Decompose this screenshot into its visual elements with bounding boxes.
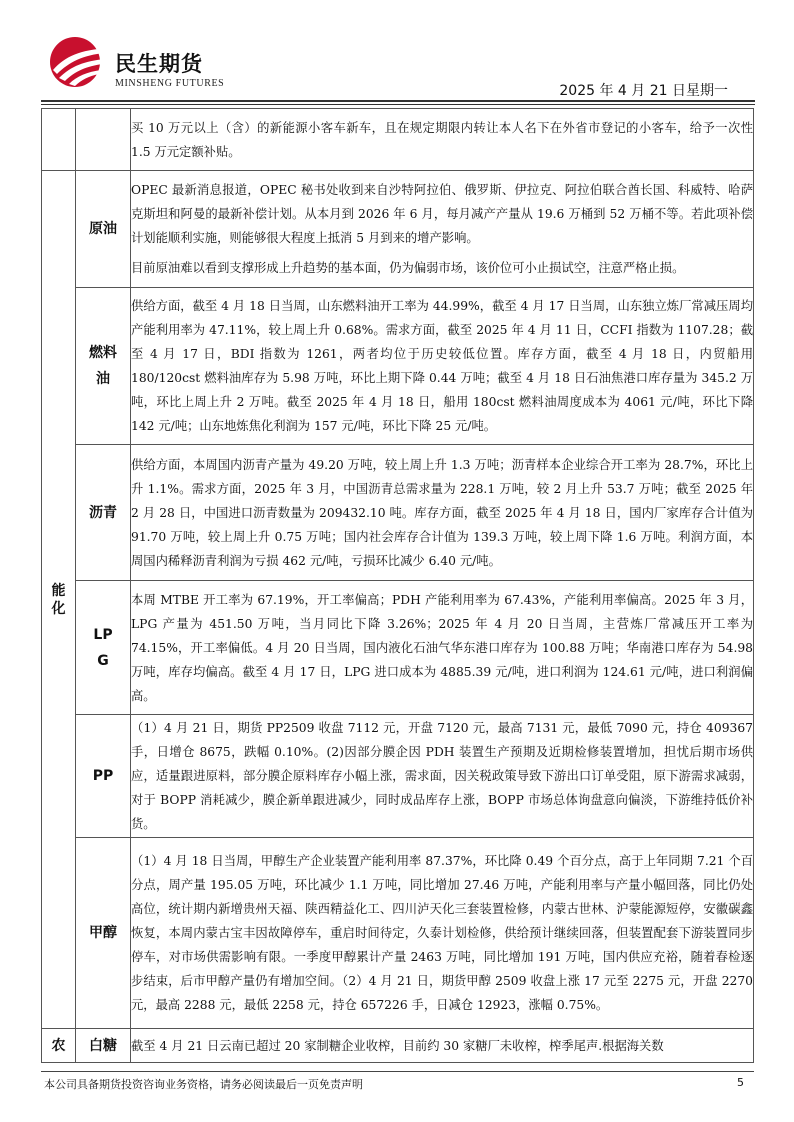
commodity-table [41, 108, 754, 1063]
table-row [42, 109, 754, 171]
product-label: 甲醇 [89, 925, 117, 941]
content-cell [131, 445, 754, 581]
product-label: 沥青 [89, 504, 117, 521]
paragraph: 本周 MTBE 开工率为 67.19%，开工率偏高；PDH 产能利用率为 67.43%，产能利用率偏高。2025 年 3 月，LPG 产量为 451.50 万吨，当月同比下降 3.26%；2025 年 4 月 20 日当周，主营炼厂常减压开工率为 74.15%，开工率偏低。4 月 20 日当周，国内液化石油气华东港口库存为 100.88 万吨；华南港口库存为 54.98 万吨，库存均偏高。截至 4 月 17 日，LPG 进口成本为 4885.39 元/吨，进口利润为 124.61 元/吨，进口利润偏高。 [131, 592, 753, 703]
sector-cell-energy-chem [42, 171, 76, 1029]
content-cell [131, 838, 754, 1029]
header-rule [41, 100, 755, 102]
table-row [42, 581, 754, 715]
product-cell-pp [76, 715, 131, 838]
paragraph: 目前原油难以看到支撑形成上升趋势的基本面，仍为偏弱市场，该价位可小止损试空，注意严格止损。 [131, 261, 685, 275]
product-label: 白糖 [89, 1037, 117, 1054]
content-cell [131, 171, 754, 288]
sector-label: 农 [51, 1037, 66, 1054]
table-row [42, 171, 754, 288]
paragraph: 买 10 万元以上（含）的新能源小客车新车，且在规定期限内转让本人名下在外省市登记的小客车，给予一次性 1.5 万元定额补贴。 [131, 120, 753, 159]
content-cell [131, 1029, 754, 1063]
brand-name-en: MINSHENG FUTURES [115, 78, 225, 89]
product-cell-sugar [76, 1029, 131, 1063]
brand-name-cn: 民生期货 [115, 52, 203, 76]
product-cell-methanol [76, 838, 131, 1029]
content-cell [131, 109, 754, 171]
product-cell-asphalt [76, 445, 131, 581]
table-row [42, 1029, 754, 1063]
sector-cell-agri [42, 1029, 76, 1063]
minsheng-logo-icon [47, 36, 109, 88]
product-label: LPG [93, 626, 113, 669]
content-cell [131, 288, 754, 445]
product-label: 燃料油 [89, 345, 117, 387]
page-number: 5 [737, 1076, 744, 1089]
table-row [42, 838, 754, 1029]
paragraph: OPEC 最新消息报道，OPEC 秘书处收到来自沙特阿拉伯、俄罗斯、伊拉克、阿拉伯联合酋长国、科威特、哈萨克斯坦和阿曼的最新补偿计划。从本月到 2026 年 6 月，每月减产产量从 19.6 万桶到 52 万桶不等。若此项补偿计划能顺利实施，则能够很大程度上抵消 5 月到来的增产影响。 [131, 183, 753, 245]
product-cell-fuel-oil [76, 288, 131, 445]
footer-rule [41, 1071, 754, 1072]
content-cell [131, 715, 754, 838]
product-cell-lpg [76, 581, 131, 715]
product-cell-crude-oil [76, 171, 131, 288]
paragraph: 供给方面，本周国内沥青产量为 49.20 万吨，较上周上升 1.3 万吨；沥青样本企业综合开工率为 28.7%，环比上升 1.1%。需求方面，2025 年 3 月，中国沥青总需求量为 228.1 万吨，较 2 月上升 53.7 万吨；截至 2025 年 2 月 28 日，中国进口沥青数量为 209432.10 吨。库存方面，截至 2025 年 4 月 18 日，国内厂家库存合计值为 91.70 万吨，较上周上升 0.75 万吨；国内社会库存合计值为 139.3 万吨，较上周下降 1.6 万吨。利润方面，本周国内稀释沥青利润为亏损 462 元/吨，亏损环比减少 6.40 元/吨。 [131, 457, 753, 568]
product-label: 原油 [89, 221, 117, 237]
sector-cell [42, 109, 76, 171]
paragraph: 供给方面，截至 4 月 18 日当周，山东燃料油开工率为 44.99%，截至 4 月 17 日当周，山东独立炼厂常减压周均产能利用率为 47.11%，较上周上升 0.68%。需求方面，截至 2025 年 4 月 11 日，CCFI 指数为 1107.28；截至 4 月 17 日，BDI 指数为 1261，两者均位于历史较低位置。库存方面，截至 4 月 18 日，内贸船用 180/120cst 燃料油库存为 5.98 万吨，环比上期下降 0.44 万吨；截至 4 月 18 日石油焦港口库存量为 345.2 万吨，环比上周上升 2 万吨。截至 2025 年 4 月 18 日，船用 180cst 燃料油周度成本为 4061 元/吨，环比下降 142 元/吨；山东地炼焦化利润为 157 元/吨，环比下降 25 元/吨。 [131, 299, 753, 433]
table-row [42, 445, 754, 581]
report-date: 2025 年 4 月 21 日星期一 [559, 83, 728, 99]
footer-disclaimer: 本公司具备期货投资咨询业务资格，请务必阅读最后一页免责声明 [44, 1078, 363, 1091]
table-row [42, 715, 754, 838]
header-rule-thin [41, 104, 755, 105]
product-label: PP [92, 768, 114, 784]
table-row [42, 288, 754, 445]
content-cell [131, 581, 754, 715]
paragraph: 截至 4 月 21 日云南已超过 20 家制糖企业收榨，目前约 30 家糖厂未收榨，榨季尾声.根据海关数 [131, 1038, 664, 1053]
sector-label: 能化 [51, 582, 66, 617]
product-cell [76, 109, 131, 171]
paragraph: （1）4 月 21 日，期货 PP2509 收盘 7112 元，开盘 7120 元，最高 7131 元，最低 7090 元，持仓 409367 手，日增仓 8675，跌幅 0.10%。(2)因部分膜企因 PDH 装置生产预期及近期检修装置增加，担忧后期市场供应，适量跟进原料，部分膜企原料库存小幅上涨，需求面，因关税政策导致下游出口订单受阻，原下游需求减弱，对于 BOPP 消耗减少，膜企新单跟进减少，同时成品库存上涨，BOPP 市场总体询盘意向偏淡，下游维持低价补货。 [131, 721, 753, 831]
paragraph: （1）4 月 18 日当周，甲醇生产企业装置产能利用率 87.37%，环比降 0.49 个百分点，高于上年同期 7.21 个百分点，周产量 195.05 万吨，环比减少 1.1 万吨，同比增加 27.46 万吨，产能利用率与产量小幅回落，同比仍处高位，统计期内新增贵州天福、陕西精益化工、四川泸天化三套装置检修，内蒙古世林、沪蒙能源短停，安徽碳鑫恢复，本周内蒙古宝丰因故障停车，重启时间待定，久泰计划检修，供给预计继续回落，但装置配套下游装置同步停车，对市场供需影响有限。一季度甲醇累计产量 2463 万吨，同比增加 191 万吨，国内供应充裕，随着春检逐步结束，后市甲醇产量仍有增加空间。（2）4 月 21 日，期货甲醇 2509 收盘上涨 17 元至 2275 元，开盘 2270 元，最高 2288 元，最低 2258 元，持仓 657226 手，日减仓 12923，涨幅 0.75%。 [131, 854, 753, 1012]
